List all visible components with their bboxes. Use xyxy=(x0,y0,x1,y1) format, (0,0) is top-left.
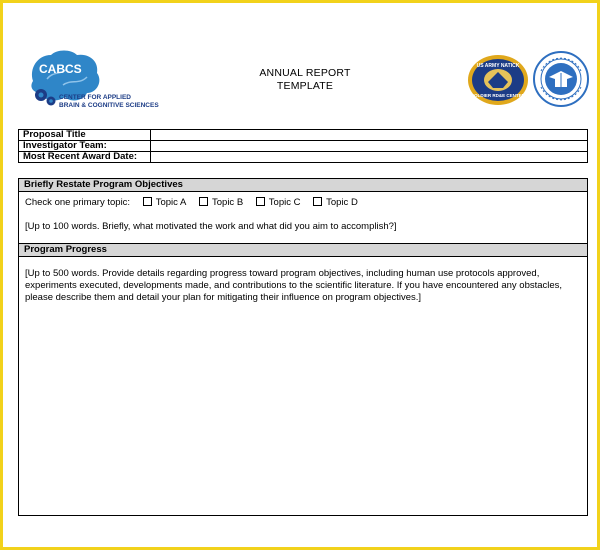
document-page xyxy=(3,3,597,547)
army-seal-bottom-text: SOLDIER RD&E CENTER xyxy=(471,93,525,98)
topic-b-option[interactable] xyxy=(199,197,243,208)
logo-line2: BRAIN & COGNITIVE SCIENCES xyxy=(59,102,159,109)
investigator-team-label: Investigator Team: xyxy=(19,141,151,152)
table-row xyxy=(19,141,588,152)
logo-acronym: CABCS xyxy=(39,62,82,76)
topic-c-label: Topic C xyxy=(268,197,301,208)
cabcs-logo xyxy=(27,49,177,111)
army-seal xyxy=(467,54,529,106)
proposal-title-label: Proposal Title xyxy=(19,130,151,141)
topic-d-option[interactable] xyxy=(313,197,358,208)
checkbox-icon[interactable] xyxy=(143,197,152,206)
checkbox-icon[interactable] xyxy=(313,197,322,206)
topic-d-label: Topic D xyxy=(326,197,358,208)
checkbox-icon[interactable] xyxy=(256,197,265,206)
topic-c-option[interactable] xyxy=(256,197,301,208)
progress-section xyxy=(19,243,587,257)
objectives-heading: Briefly Restate Program Objectives xyxy=(19,179,587,192)
report-content-box xyxy=(18,178,588,516)
checkbox-icon[interactable] xyxy=(199,197,208,206)
proposal-title-field[interactable] xyxy=(151,130,588,141)
topic-a-option[interactable] xyxy=(143,197,187,208)
progress-text[interactable]: [Up to 500 words. Provide details regarding progress toward program objectives, including human use protocols approved, experiments executed, developments made, and contributions to the scientific literature. If you have encountered any obstacles, please describe them and detail your plan for mitigating their influence on program objectives.] xyxy=(25,268,563,303)
report-title-line1: ANNUAL REPORT xyxy=(259,67,351,79)
table-row xyxy=(19,152,588,163)
award-date-field[interactable] xyxy=(151,152,588,163)
logo-line1: CENTER FOR APPLIED xyxy=(59,94,131,101)
university-seal xyxy=(533,51,589,107)
table-row xyxy=(19,130,588,141)
topic-a-label: Topic A xyxy=(155,197,187,208)
topic-b-label: Topic B xyxy=(212,197,244,208)
progress-heading: Program Progress xyxy=(19,244,587,257)
investigator-team-field[interactable] xyxy=(151,141,588,152)
report-title xyxy=(235,67,375,93)
topic-selector xyxy=(25,197,358,208)
award-date-label: Most Recent Award Date: xyxy=(19,152,151,163)
info-table xyxy=(18,129,588,163)
army-seal-top-text: US ARMY NATICK xyxy=(476,63,520,69)
objectives-text[interactable]: [Up to 100 words. Briefly, what motivated the work and what did you aim to accomplish?] xyxy=(25,221,397,232)
report-title-line2: TEMPLATE xyxy=(276,80,334,92)
topic-prompt: Check one primary topic: xyxy=(25,197,131,208)
